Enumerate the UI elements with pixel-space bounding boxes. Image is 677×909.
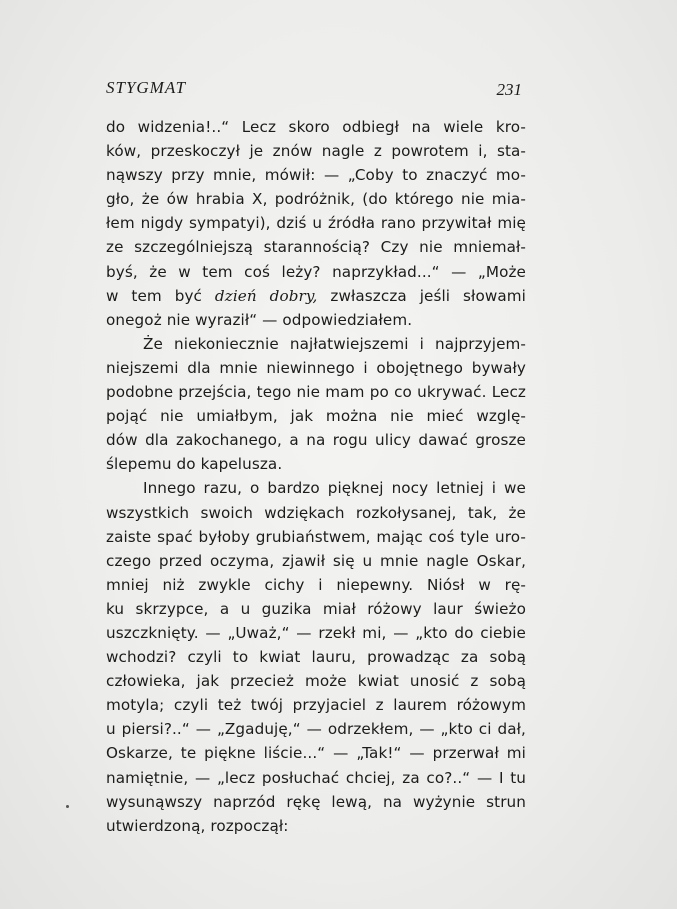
text-line: utwierdzoną, rozpoczął:	[106, 816, 289, 835]
text-line: motyla; czyli też twój przyjaciel z laurem różowym	[106, 696, 526, 715]
page-number: 231	[496, 80, 522, 99]
text-line: mniej niż zwykle cichy i niepewny. Niósł w rę-	[106, 575, 526, 594]
text-line: byś, że w tem coś leży? naprzykład...“ — „Może	[106, 262, 526, 281]
text-line-mixed	[106, 284, 526, 308]
text-line: uszczknięty. — „Uważ,“ — rzekł mi, — „kto do ciebie	[106, 623, 526, 642]
text-line: dów dla zakochanego, a na rogu ulicy dawać grosze	[106, 431, 526, 450]
text-line: namiętnie, — „lecz posłuchać chciej, za co?..“ — I tu	[106, 768, 526, 787]
text-line: wchodzi? czyli to kwiat lauru, prowadząc za sobą	[106, 648, 526, 667]
text-line: nąwszy przy mnie, mówił: — „Coby to znaczyć mo-	[106, 166, 526, 185]
text-line: Oskarze, te piękne liście...“ — „Tak!“ — przerwał mi	[106, 744, 526, 763]
paragraph-first-line: Innego razu, o bardzo pięknej nocy letniej i we	[143, 479, 526, 498]
running-head-title: STYGMAT	[106, 78, 187, 97]
text-line: ków, przeskoczył je znów nagle z powrotem i, sta-	[106, 142, 526, 161]
text-line: ze szczególniejszą starannością? Czy nie mniemał-	[106, 238, 526, 257]
body-text	[106, 115, 526, 838]
text-fragment: w tem być	[106, 286, 215, 305]
text-line: czego przed oczyma, zjawił się u mnie nagle Oskar,	[106, 551, 526, 570]
text-line: wszystkich swoich wdziękach rozkołysanej, tak, że	[106, 503, 526, 522]
text-line: gło, że ów hrabia X, podróżnik, (do którego nie mia-	[106, 190, 526, 209]
italic-phrase: dzień dobry,	[214, 286, 318, 305]
text-line: łem nigdy sympatyi), dziś u źródła rano przywitał mię	[106, 214, 526, 233]
text-line: u piersi?..“ — „Zgaduję,“ — odrzekłem, — „kto ci dał,	[106, 720, 526, 739]
text-line: ku skrzypce, a u guzika miał różowy laur świeżo	[106, 599, 526, 618]
text-fragment: zwłaszcza jeśli słowami	[317, 286, 526, 305]
paragraph-first-line: Że niekoniecznie najłatwiejszemi i najprzyjem-	[143, 334, 526, 353]
text-line: pojąć nie umiałbym, jak można nie mieć wzglę-	[106, 407, 526, 426]
text-line: ślepemu do kapelusza.	[106, 455, 283, 474]
text-line: wysunąwszy naprzód rękę lewą, na wyżynie strun	[106, 792, 526, 811]
text-line: podobne przejścia, tego nie mam po co ukrywać. Lecz	[106, 383, 526, 402]
running-head	[106, 78, 522, 102]
text-line: onegoż nie wyraził“ — odpowiedziałem.	[106, 310, 413, 329]
text-line: niejszemi dla mnie niewinnego i obojętnego bywały	[106, 358, 526, 377]
text-line: zaiste spać byłoby grubiaństwem, mając coś tyle uro-	[106, 527, 526, 546]
paper-speck	[66, 805, 69, 808]
text-line: do widzenia!..“ Lecz skoro odbiegł na wiele kro-	[106, 118, 526, 136]
text-line: człowieka, jak przecież może kwiat unosić z sobą	[106, 672, 526, 691]
